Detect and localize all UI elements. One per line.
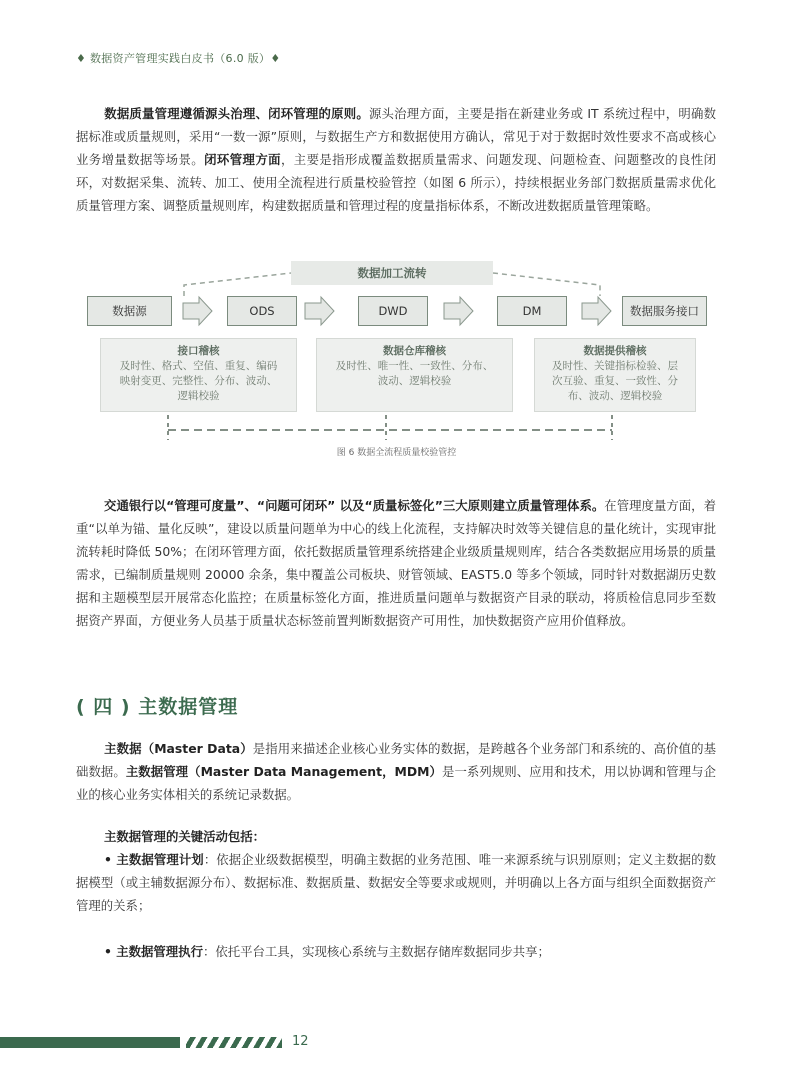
box-ods: ODS — [227, 296, 297, 326]
box-dwd: DWD — [358, 296, 428, 326]
top-dashed-connector-left — [184, 273, 291, 296]
panel-interface-audit — [100, 338, 297, 412]
footer-bar — [0, 1037, 180, 1048]
running-header: ♦ 数据资产管理实践白皮书（6.0 版）♦ — [76, 52, 281, 65]
bold-lead: 闭环管理方面 — [204, 152, 281, 167]
flow-banner: 数据加工流转 — [291, 261, 493, 285]
footer-stripes — [186, 1037, 282, 1048]
flow-arrow — [183, 297, 212, 325]
panel-line: 及时性、格式、空值、重复、编码 — [119, 360, 278, 372]
spacer — [76, 917, 716, 940]
paragraph-bocom-quality — [76, 494, 716, 632]
activities-heading — [76, 825, 716, 848]
paragraph-master-data — [76, 737, 716, 806]
paragraph-text: 是一系列规则、应用和技术，用以协调和管理与企业的核心业务实体相关的系统记录数据。 — [76, 764, 717, 802]
paragraph-text: 是指用来描述企业核心业务实体的数据，是跨越各个业务部门和系统的、高价值的基础数据。 — [76, 741, 716, 779]
paragraph-text: 源头治理方面，主要是指在新建业务或 IT 系统过程中，明确数据标准或质量规则，采用“一数一源”原则，与数据生产方和数据使用方确认，常见于对于数据时效性要求不高或核心业务增量数据等场景。 — [76, 106, 716, 167]
flow-arrow — [582, 297, 611, 325]
flow-arrow — [305, 297, 334, 325]
activity-item-label: • 主数据管理计划 — [104, 852, 204, 867]
panel-provision-audit — [534, 338, 696, 412]
top-dashed-connector-right — [493, 273, 600, 296]
activity-item-text: ：依托平台工具，实现核心系统与主数据存储库数据同步共享； — [202, 944, 550, 959]
panel-line: 布、波动、逻辑校验 — [567, 390, 663, 402]
activity-item-label: • 主数据管理执行 — [104, 944, 203, 959]
figure-caption: 图 6 数据全流程质量校验管控 — [336, 448, 457, 458]
box-data-source: 数据源 — [87, 296, 172, 326]
paragraph-text: 在管理度量方面，着重“以单为锚、量化反映”，建设以质量问题单为中心的线上化流程，支持解决时效等关键信息的量化统计，实现审批流转耗时降低 50%；在闭环管理方面，依托数据质量管理系统搭建企业级质量规则库，结合各类数据应用场景的质量需求，已编制质量规则 20000 余条，集中覆盖公司板块、财管领域、EAST5.0 等多个领域，同时针对数据湖历史数据和主题模型层开展常态化监控；在质量标签化方面，推进质量问题单与数据资产目录的联动，将质检信息同步至数据资产界面，方便业务人员基于质量状态标签前置判断数据资产可用性，加快数据资产应用价值释放。 — [76, 498, 716, 628]
paragraph-quality-principles — [76, 102, 716, 217]
box-data-service-api: 数据服务接口 — [622, 296, 707, 326]
quality-flow-diagram — [0, 0, 793, 470]
activity-item-text: ：依据企业级数据模型，明确主数据的业务范围、唯一来源系统与识别原则；定义主数据的数据模型（或主辅数据源分布）、数据标准、数据质量、数据安全等要求或规则，并明确以上各方面与组织全面数据资产管理的关系； — [76, 852, 717, 913]
bold-lead: 数据质量管理遵循源头治理、闭环管理的原则。 — [104, 106, 369, 121]
box-dm: DM — [497, 296, 567, 326]
page-number: 12 — [292, 1034, 309, 1049]
bold-lead: 交通银行以“管理可度量”、“问题可闭环” 以及“质量标签化”三大原则建立质量管理体系。 — [104, 498, 605, 513]
panel-line: 映射变更、完整性、分布、波动、 — [119, 375, 278, 387]
panel-line: 波动、逻辑校验 — [377, 375, 452, 387]
key-activities — [76, 825, 716, 963]
panel-warehouse-audit — [316, 338, 513, 412]
panel-title: 接口稽核 — [177, 345, 220, 357]
panel-line: 及时性、唯一性、一致性、分布、 — [335, 360, 494, 372]
activities-heading-text: 主数据管理的关键活动包括： — [104, 829, 266, 844]
panel-line: 逻辑校验 — [177, 390, 220, 402]
bold-term: 主数据（Master Data） — [104, 741, 253, 756]
panel-line: 及时性、关键指标检验、层 — [552, 360, 678, 372]
bold-term: 主数据管理（Master Data Management，MDM） — [125, 764, 442, 779]
panel-title: 数据提供稽核 — [583, 345, 647, 357]
activity-item-plan — [76, 848, 716, 917]
flow-arrow — [444, 297, 473, 325]
paragraph-text: ，主要是指形成覆盖数据质量需求、问题发现、问题检查、问题整改的良性闭环，对数据采集、流转、加工、使用全流程进行质量校验管控（如图 6 所示），持续根据业务部门数据质量需求优化质量管理方案、调整质量规则库，构建数据质量和管理过程的度量指标体系，不断改进数据质量管理策略。 — [76, 152, 717, 213]
section-title: ( 四 ) 主数据管理 — [76, 696, 239, 718]
activity-item-execute — [76, 940, 716, 963]
panel-title: 数据仓库稽核 — [383, 345, 446, 357]
panel-line: 次互验、重复、一致性、分 — [552, 375, 678, 387]
diagram-lines — [0, 0, 793, 470]
